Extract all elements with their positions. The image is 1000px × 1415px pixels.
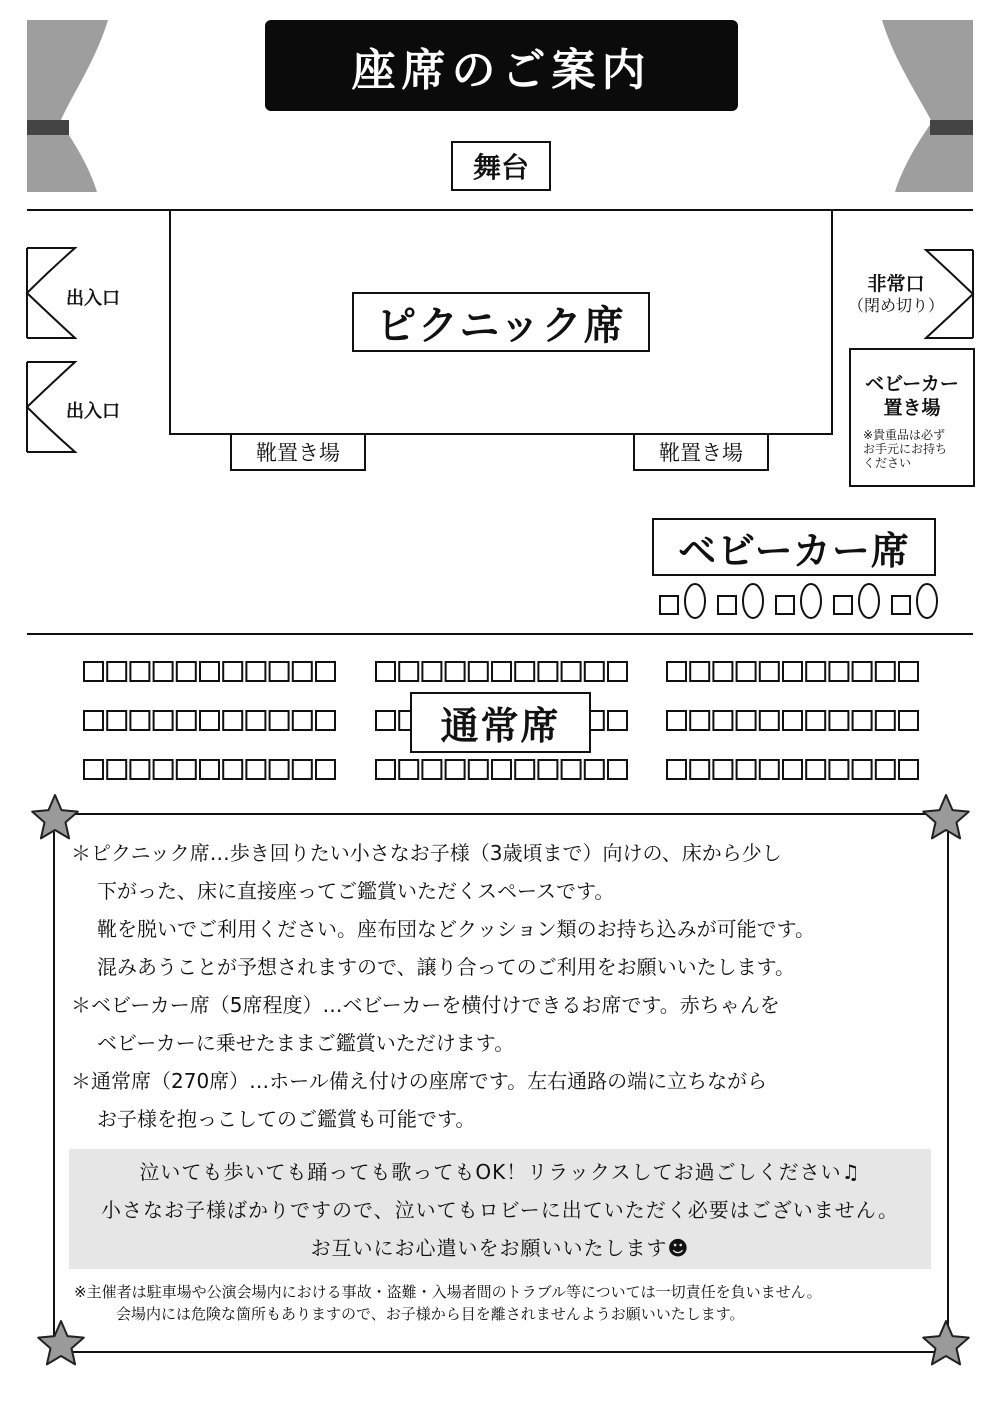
- seat: [760, 760, 779, 779]
- seat: [608, 662, 627, 681]
- stroller-seat: [660, 596, 678, 614]
- seat: [376, 760, 395, 779]
- seat: [223, 711, 242, 730]
- stroller-parking-note: ※貴重品は必ず お手元にお持ち ください: [863, 428, 948, 470]
- seat: [492, 760, 511, 779]
- stroller-icon: [859, 584, 879, 618]
- highlight-line: 泣いても歩いても踊っても歌ってもOK！リラックスしてお過ごしください♫: [139, 1160, 861, 1184]
- seat: [562, 760, 581, 779]
- seat: [469, 760, 488, 779]
- seat: [293, 711, 312, 730]
- seat: [492, 662, 511, 681]
- seat: [562, 662, 581, 681]
- seat: [399, 760, 418, 779]
- seat: [760, 711, 779, 730]
- highlight-box: [69, 1149, 931, 1269]
- stroller-icon: [801, 584, 821, 618]
- seat: [270, 760, 289, 779]
- seat: [223, 662, 242, 681]
- info-line: 混みあうことが予想されますので、譲り合ってのご利用をお願いいたします。: [97, 955, 795, 979]
- seat: [853, 662, 872, 681]
- seat: [469, 662, 488, 681]
- seat: [399, 662, 418, 681]
- info-line: お子様を抱っこしてのご鑑賞も可能です。: [97, 1107, 476, 1131]
- seat: [246, 760, 265, 779]
- seat: [876, 711, 895, 730]
- seat: [422, 662, 441, 681]
- seat: [713, 760, 732, 779]
- seat: [608, 711, 627, 730]
- seat: [154, 711, 173, 730]
- seat: [200, 760, 219, 779]
- seat: [316, 760, 335, 779]
- stroller-seat: [892, 596, 910, 614]
- seat: [376, 711, 395, 730]
- seat: [806, 760, 825, 779]
- seat: [154, 662, 173, 681]
- seat: [422, 760, 441, 779]
- curtain-left-icon: [27, 20, 108, 192]
- info-line: 靴を脱いでご利用ください。座布団などクッション類のお持ち込みが可能です。: [97, 917, 815, 941]
- star-icon: [923, 1321, 969, 1364]
- info-line: ＊ベビーカー席（5席程度）…ベビーカーを横付けできるお席です。赤ちゃんを: [71, 993, 780, 1017]
- seat: [223, 760, 242, 779]
- seat: [130, 711, 149, 730]
- stage-label: 舞台: [451, 141, 551, 191]
- stroller-seat: [718, 596, 736, 614]
- seat: [713, 662, 732, 681]
- seat: [107, 662, 126, 681]
- curtain-right-icon: [882, 20, 973, 192]
- seat: [667, 760, 686, 779]
- seat: [737, 662, 756, 681]
- seat: [829, 760, 848, 779]
- info-line: ＊ピクニック席…歩き回りたい小さなお子様（3歳頃まで）向けの、床から少し: [71, 841, 782, 865]
- emergency-exit: [848, 273, 944, 317]
- seat: [783, 711, 802, 730]
- seat: [876, 662, 895, 681]
- info-text: [71, 834, 931, 1138]
- seat: [84, 760, 103, 779]
- star-icon: [38, 1321, 84, 1364]
- seat: [107, 711, 126, 730]
- seat: [270, 662, 289, 681]
- stroller-parking-area: [849, 348, 975, 487]
- seat: [806, 662, 825, 681]
- picnic-seat-label: ピクニック席: [352, 292, 650, 352]
- info-line: 下がった、床に直接座ってご鑑賞いただくスペースです。: [97, 879, 615, 903]
- seat: [446, 760, 465, 779]
- seat: [177, 760, 196, 779]
- seat: [130, 760, 149, 779]
- info-line: ＊通常席（270席）…ホール備え付けの座席です。左右通路の端に立ちながら: [71, 1069, 768, 1093]
- seat: [760, 662, 779, 681]
- star-icon: [923, 795, 969, 838]
- seat: [130, 662, 149, 681]
- seat: [84, 662, 103, 681]
- seat: [154, 760, 173, 779]
- seat: [853, 711, 872, 730]
- stroller-seat-label: ベビーカー席: [652, 518, 936, 576]
- seat: [538, 662, 557, 681]
- highlight-line: 小さなお子様ばかりですので、泣いてもロビーに出ていただく必要はございません。: [101, 1198, 899, 1222]
- seat: [899, 662, 918, 681]
- seat: [667, 662, 686, 681]
- seat: [177, 662, 196, 681]
- stroller-parking-label-2: 置き場: [883, 397, 941, 419]
- stroller-seat: [776, 596, 794, 614]
- entrance-label: 出入口: [66, 288, 120, 309]
- seat: [899, 760, 918, 779]
- seat: [246, 662, 265, 681]
- seat: [853, 760, 872, 779]
- seat: [876, 760, 895, 779]
- stroller-icon: [685, 584, 705, 618]
- seat: [899, 711, 918, 730]
- emergency-exit-label: 非常口: [867, 273, 925, 295]
- seat: [737, 711, 756, 730]
- stroller-icon: [743, 584, 763, 618]
- page-title: 座席のご案内: [351, 44, 652, 96]
- seat: [84, 711, 103, 730]
- seat: [608, 760, 627, 779]
- stroller-seat: [834, 596, 852, 614]
- emergency-exit-note: （閉め切り）: [848, 296, 945, 315]
- seat: [107, 760, 126, 779]
- seat: [293, 760, 312, 779]
- seat: [585, 662, 604, 681]
- seat: [200, 662, 219, 681]
- stroller-parking-label-1: ベビーカー: [865, 373, 959, 395]
- seat: [538, 760, 557, 779]
- seat: [515, 760, 534, 779]
- shoe-area-left: 靴置き場: [230, 433, 366, 471]
- seat: [737, 760, 756, 779]
- stroller-icon: [917, 584, 937, 618]
- seat: [783, 760, 802, 779]
- seat: [690, 711, 709, 730]
- seat: [316, 711, 335, 730]
- seat: [783, 662, 802, 681]
- disclaimer-line: ※主催者は駐車場や公演会場内における事故・盗難・入場者間のトラブル等については一切責任を負いません。: [74, 1283, 822, 1301]
- seat: [200, 711, 219, 730]
- seat: [376, 662, 395, 681]
- seat: [690, 662, 709, 681]
- seat: [293, 662, 312, 681]
- highlight-line: お互いにお心遣いをお願いいたします☻: [310, 1236, 690, 1260]
- shoe-area-right: 靴置き場: [633, 433, 769, 471]
- entrance-label: 出入口: [66, 401, 120, 422]
- seat: [585, 760, 604, 779]
- seat: [829, 711, 848, 730]
- info-line: ベビーカーに乗せたままご鑑賞いただけます。: [97, 1031, 515, 1055]
- seat: [829, 662, 848, 681]
- seat: [690, 760, 709, 779]
- disclaimer: [74, 1281, 944, 1325]
- disclaimer-line: 会場内には危険な箇所もありますので、お子様から目を離されませんようお願いいたします。: [116, 1305, 745, 1323]
- seat: [270, 711, 289, 730]
- seat: [246, 711, 265, 730]
- seat: [446, 662, 465, 681]
- normal-seat-label: 通常席: [410, 692, 591, 753]
- seat: [713, 711, 732, 730]
- seat: [177, 711, 196, 730]
- seat: [515, 662, 534, 681]
- title-banner: [265, 20, 738, 111]
- seat: [667, 711, 686, 730]
- seat: [316, 662, 335, 681]
- seat: [806, 711, 825, 730]
